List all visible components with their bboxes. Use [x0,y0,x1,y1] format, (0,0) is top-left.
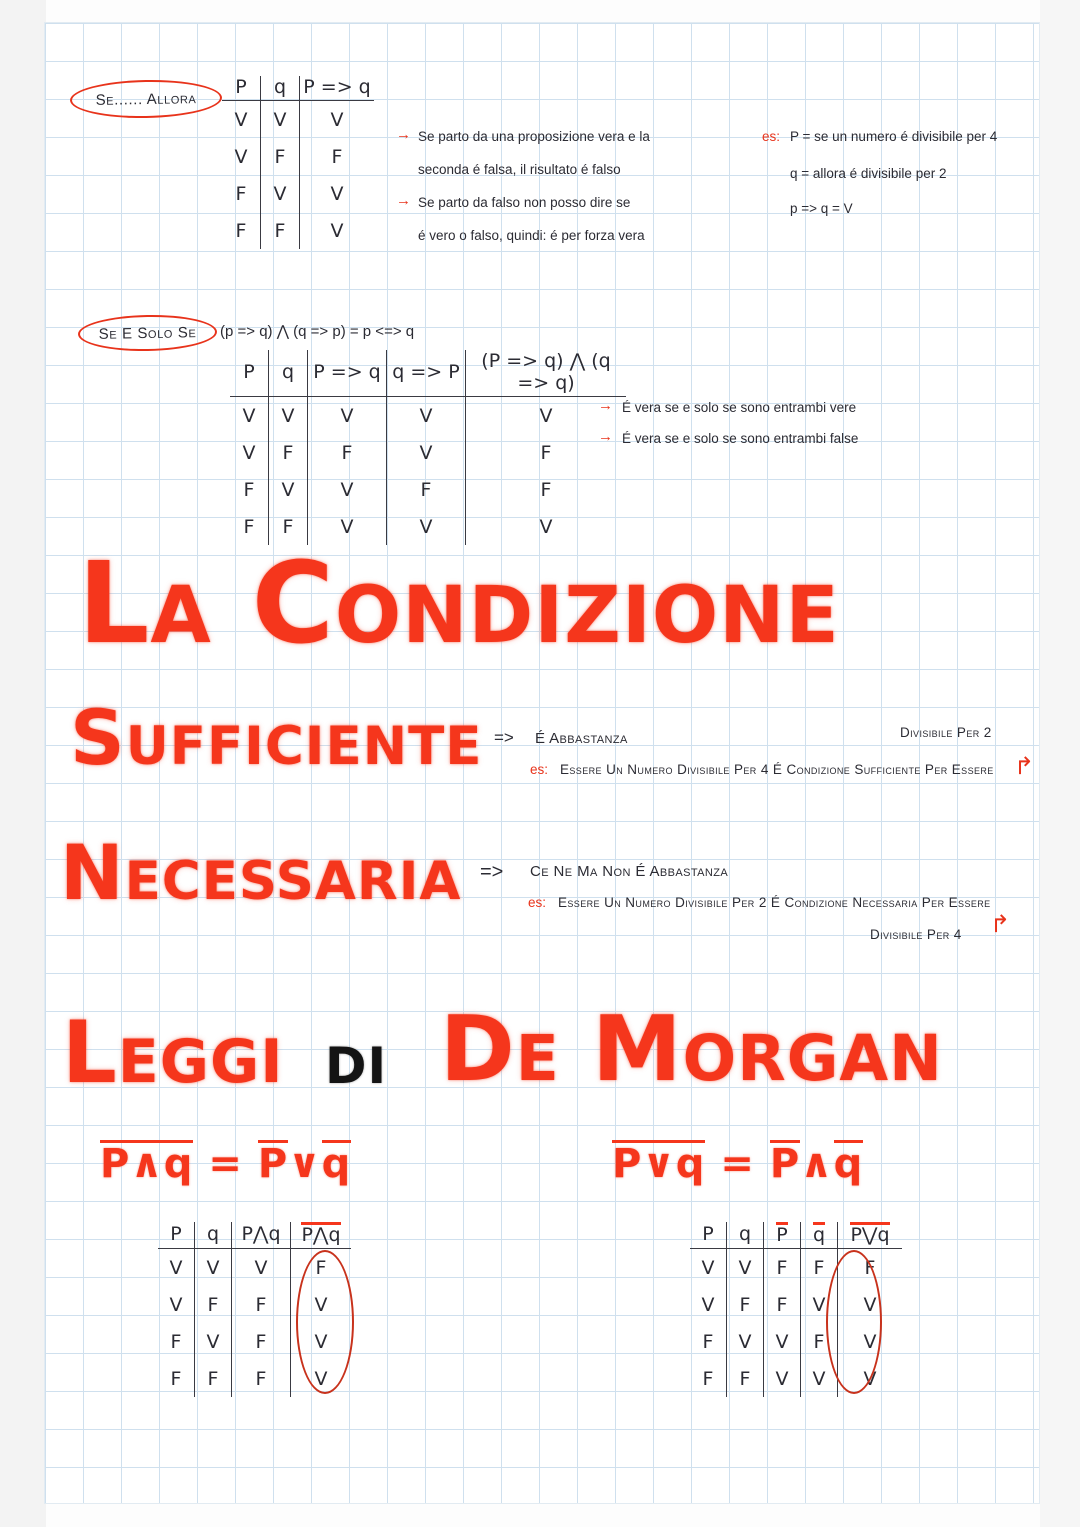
cell: V [838,1286,903,1323]
law-right: P∨q = P∧q [612,1141,864,1187]
cell: V [466,397,627,435]
cell: F [158,1323,195,1360]
cell: V [387,434,466,471]
cell: V [690,1249,727,1287]
cell: V [291,1286,352,1323]
arrow-necessaria: => [480,861,504,883]
cell: F [727,1360,764,1397]
col-q: q [269,350,308,397]
wrap-arrow-icon: ↱ [1014,752,1035,780]
heading-sufficiente: Sufficiente [70,693,483,782]
example-line-3: p => q = V [790,201,853,216]
cell: F [308,434,387,471]
example-line-1: P = se un numero é divisibile per 4 [790,129,998,144]
note-line-2: seconda é falsa, il risultato é falso [418,162,621,177]
table-row [222,175,374,212]
cell: V [269,397,308,435]
label-se-e-solo-se-text: Se E Solo Se [98,323,197,343]
cell: F [690,1323,727,1360]
cell: V [158,1286,195,1323]
cell: V [308,508,387,545]
heading-de-morgan: De Morgan [440,997,943,1102]
col-q-implies-p: q => P [387,350,466,397]
table-row [230,434,626,471]
note-line-4: é vero o falso, quindi: é per forza vera [418,228,645,243]
arrow-icon: → [598,428,613,445]
table-header-row [230,350,626,397]
cell: F [690,1360,727,1397]
label-se-allora-text: Se...... Allora [95,89,197,109]
cell: V [261,175,300,212]
table-row [222,138,374,175]
cell: F [727,1286,764,1323]
cell: F [232,1360,291,1397]
cell: F [269,508,308,545]
note-line-3: Se parto da falso non posso dire se [418,195,631,210]
cell: V [300,101,375,139]
cell: F [838,1249,903,1287]
example-necessaria: Essere Un Numero Divisibile Per 2 É Condizione Necessaria Per Essere [558,895,991,910]
cell: V [308,397,387,435]
cell: F [764,1249,801,1287]
col-p: P [690,1222,727,1249]
cell: V [222,138,261,175]
cell: V [764,1323,801,1360]
cell: V [838,1323,903,1360]
cell: V [232,1249,291,1287]
cell: V [230,397,269,435]
col-not-p-or-q-label: P⋁q [850,1224,890,1246]
cell: V [466,508,627,545]
note-iff-2: É vera se e solo se sono entrambi false [622,431,859,446]
col-p-implies-q: P => q [308,350,387,397]
table-header-row [690,1222,902,1249]
cell: V [387,397,466,435]
col-not-p-and-q [291,1222,352,1249]
cell: V [801,1286,838,1323]
cell: F [261,138,300,175]
cell: V [195,1323,232,1360]
cell: F [801,1323,838,1360]
cell: V [291,1360,352,1397]
arrow-icon: → [598,397,613,414]
arrow-sufficiente: => [494,728,514,747]
cell: F [230,508,269,545]
col-conjunction: (P => q) ⋀ (q => q) [466,350,627,397]
col-p: P [230,350,269,397]
col-q: q [195,1222,232,1249]
cell: V [195,1249,232,1287]
cell: F [466,434,627,471]
meaning-necessaria: Ce Ne Ma Non É Abbastanza [530,863,729,880]
arrow-icon: → [396,126,411,143]
cell: V [764,1360,801,1397]
truth-table-se-allora [222,76,374,249]
example-sufficiente-cont: Divisibile Per 2 [900,725,992,740]
cell: F [300,138,375,175]
table-header-row [222,76,374,101]
cell: F [195,1360,232,1397]
cell: F [466,471,627,508]
col-not-p-or-q [838,1222,903,1249]
table-row [230,397,626,435]
col-not-p-label: P [776,1224,788,1246]
table-row [230,471,626,508]
cell: V [300,175,375,212]
cell: F [195,1286,232,1323]
highlight-circle-right [826,1250,882,1394]
table-row [222,212,374,249]
cell: V [158,1249,195,1287]
col-p-implies-q: P => q [300,76,375,101]
example-sufficiente: Essere Un Numero Divisibile Per 4 É Condizione Sufficiente Per Essere [560,762,994,777]
truth-table-se-e-solo-se [230,350,626,545]
cell: V [291,1323,352,1360]
wrap-arrow-icon: ↱ [990,910,1011,938]
cell: V [269,471,308,508]
cell: V [727,1323,764,1360]
cell: V [838,1360,903,1397]
cell: F [222,175,261,212]
example-necessaria-cont: Divisibile Per 4 [870,927,962,942]
heading-la-condizione: La Condizione [78,539,840,669]
cell: V [230,434,269,471]
cell: F [764,1286,801,1323]
cell: V [222,101,261,139]
cell: V [308,471,387,508]
col-p: P [158,1222,195,1249]
cell: F [232,1286,291,1323]
cell: V [801,1360,838,1397]
cell: F [261,212,300,249]
table-header-row [158,1222,351,1249]
heading-di: di [325,1016,388,1100]
cell: V [261,101,300,139]
arrow-icon: → [396,192,411,209]
cell: V [387,508,466,545]
page-edge-left [0,0,46,1527]
example-line-2: q = allora é divisibile per 2 [790,166,947,181]
example-label: es: [762,129,781,144]
col-q: q [261,76,300,101]
meaning-sufficiente: É Abbastanza [535,730,628,747]
highlight-circle-left [296,1250,354,1394]
cell: V [300,212,375,249]
heading-necessaria: Necessaria [60,828,462,917]
page-edge-right [1040,0,1080,1527]
col-not-q [801,1222,838,1249]
cell: F [269,434,308,471]
cell: F [387,471,466,508]
col-not-q-label: q [812,1224,826,1246]
col-not-p [764,1222,801,1249]
law-left: P∧q = P∨q [100,1141,352,1187]
col-q: q [727,1222,764,1249]
col-p-and-q: P⋀q [232,1222,291,1249]
cell: V [690,1286,727,1323]
cell: F [801,1249,838,1287]
equation-se-e-solo-se: (p => q) ⋀ (q => p) = p <=> q [220,323,415,340]
heading-leggi: Leggi [62,1003,284,1103]
example-label-sufficiente: es: [530,762,549,777]
note-line-1: Se parto da una proposizione vera e la [418,129,650,144]
col-p: P [222,76,261,101]
cell: F [230,471,269,508]
col-not-p-and-q-label: P⋀q [301,1224,341,1246]
table-row [222,101,374,139]
cell: F [158,1360,195,1397]
cell: F [291,1249,352,1287]
cell: V [727,1249,764,1287]
cell: F [232,1323,291,1360]
cell: F [222,212,261,249]
example-label-necessaria: es: [528,895,547,910]
note-iff-1: É vera se e solo se sono entrambi vere [622,400,857,415]
